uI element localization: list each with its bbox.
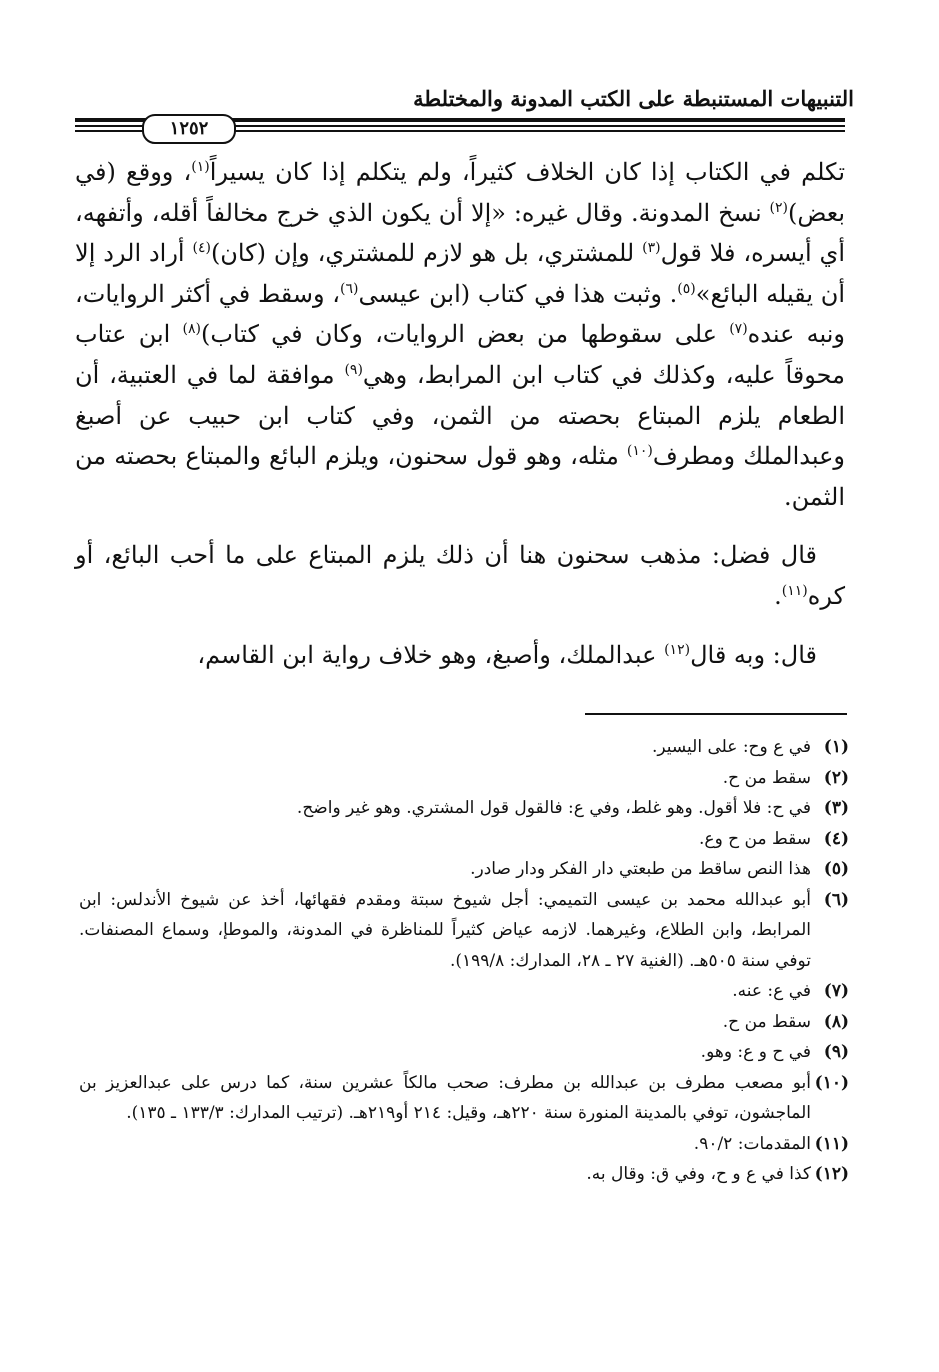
footnote-text: سقط من ح. <box>722 767 811 788</box>
text-run: ابن عتاب محوقاً عليه، وكذلك في كتاب ابن المرابط، وهي <box>75 320 845 389</box>
text-run: نسخ المدونة. وقال غيره: «إلا أن يكون الذي خرج مخالفاً أقله، وأتفهه، أي أيسره، فلا قول <box>75 198 846 268</box>
footnote-text: أبو مصعب مطرف بن عبدالله بن مطرف: صحب مالكاً عشرين سنة، كما درس على عبدالعزيز بن الماجشون، توفي بالمدينة المنورة سنة ٢٢٠هـ، وقيل: ٢١٤ أو٢١٩هـ. (ترتيب المدارك: ١٣٣/٣ ـ ١٣٥). <box>79 1072 811 1123</box>
footnote-number: (١٠) <box>814 1072 849 1093</box>
footnote-text: في ح و ع: وهو. <box>700 1042 811 1062</box>
footnote-ref: (٥) <box>677 280 696 297</box>
text-run: مثله، وهو قول سحنون، ويلزم البائع والمبتاع بحصته من الثمن. <box>75 442 845 511</box>
footnote <box>79 763 849 794</box>
footnote-number: (٦) <box>823 889 849 910</box>
footnote <box>79 793 849 824</box>
footnote <box>79 1129 849 1160</box>
text-run: ، وسقط في أكثر الروايات، ونبه عنده <box>75 279 846 349</box>
footnote-number: (١) <box>823 737 849 757</box>
footnote-number: (٢) <box>823 767 849 788</box>
footnote <box>79 732 849 763</box>
footnote-text: سقط من ح. <box>722 1011 811 1032</box>
footnote-text: هذا النص ساقط من طبعتي دار الفكر ودار صادر. <box>470 859 811 879</box>
footnote-text: المقدمات: ٩٠/٢. <box>693 1133 811 1154</box>
paragraph <box>75 152 845 517</box>
text-run: على سقوطها من بعض الروايات، وكان في كتاب) <box>201 320 730 349</box>
text-run: . وثبت هذا في كتاب (ابن عيسى <box>358 279 678 308</box>
footnote-ref: (٨) <box>182 321 202 338</box>
footnote <box>79 824 849 855</box>
footnote-text: كذا في ع و ح، وفي ق: وقال به. <box>586 1164 811 1184</box>
page-number: ١٢٥٢ <box>142 114 236 144</box>
footnote-ref: (١١) <box>781 582 808 599</box>
footnote-ref: (٢) <box>769 199 788 216</box>
footnote-number: (٧) <box>823 981 849 1001</box>
footnote <box>79 854 849 885</box>
footnote-number: (٥) <box>823 859 849 879</box>
text-run: تكلم في الكتاب إذا كان الخلاف كثيراً، ولم يتكلم إذا كان يسيراً <box>209 158 845 186</box>
paragraph <box>75 535 845 616</box>
text-run: . <box>774 581 782 610</box>
footnote-ref: (٤) <box>192 240 211 257</box>
footnote <box>79 1037 849 1068</box>
main-text <box>75 152 845 675</box>
footnote-ref: (١) <box>191 159 210 175</box>
footnote-ref: (٧) <box>729 321 748 338</box>
footnote-number: (١١) <box>814 1133 849 1154</box>
running-title: التنبيهات المستنبطة على الكتب المدونة والمختلطة <box>413 86 854 111</box>
footnote-number: (٣) <box>823 798 849 818</box>
text-run: قال: وبه قال <box>690 640 817 669</box>
text-run: أراد الرد إلا أن يقيله البائع» <box>75 239 845 308</box>
footnote-text: في ع: عنه. <box>732 981 811 1001</box>
footnote-ref: (١٢) <box>664 641 691 658</box>
footnote-separator <box>585 713 847 715</box>
text-run: للمشتري، بل هو لازم للمشتري، وإن (كان) <box>210 239 643 268</box>
footnote-text: سقط من ح وع. <box>699 828 811 849</box>
footnote-ref: (١٠) <box>626 443 653 460</box>
footnote-ref: (٣) <box>642 240 661 257</box>
footnote <box>79 1068 849 1129</box>
footnotes <box>79 732 849 1190</box>
text-run: موافقة لما في العتبية، أن الطعام يلزم المبتاع بحصته من الثمن، وفي كتاب ابن حبيب عن أصبغ وعبدالملك ومطرف <box>75 360 845 471</box>
footnote-text: أبو عبدالله محمد بن عيسى التميمي: أجل شيوخ سبتة ومقدم فقهائها، أخذ عن شيوخ الأندلس: ابن المرابط، وابن الطلاع، وغيرهما. لازمه عياض كثيراً للمناظرة في المدونة، والموطإ، وسماع المصنفات. توفي سنة ٥٠٥هـ. (الغنية ٢٧ ـ ٢٨، المدارك: ١٩٩/٨). <box>79 889 811 971</box>
footnote <box>79 885 849 977</box>
text-run: عبدالملك، وأصبغ، وهو خلاف رواية ابن القاسم، <box>197 640 665 669</box>
paragraph <box>75 635 845 676</box>
footnote-text: في ع وح: على اليسير. <box>651 737 811 757</box>
footnote-number: (١٢) <box>814 1164 849 1184</box>
footnote <box>79 1007 849 1038</box>
footnote-number: (٩) <box>823 1042 849 1062</box>
footnote-ref: (٦) <box>340 280 359 297</box>
footnote-number: (٨) <box>823 1011 849 1032</box>
footnote-text: في ح: فلا أقول. وهو غلط، وفي ع: فالقول قول المشتري. وهو غير واضح. <box>296 798 811 818</box>
text-run: ، ووقع (في بعض) <box>75 158 845 227</box>
footnote-number: (٤) <box>823 828 849 849</box>
text-run: قال فضل: مذهب سحنون هنا أن ذلك يلزم المبتاع على ما أحب البائع، أو كره <box>75 541 845 610</box>
footnote <box>79 1159 849 1190</box>
footnote <box>79 976 849 1007</box>
footnote-ref: (٩) <box>344 361 363 378</box>
